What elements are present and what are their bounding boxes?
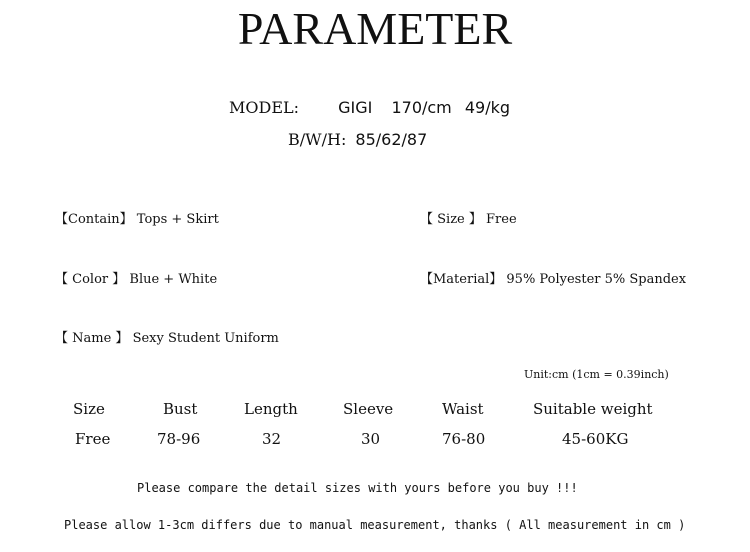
spec-material <box>420 268 686 287</box>
spec-contain-label: 【Contain】 <box>55 212 133 227</box>
spec-material-value: 95% Polyester 5% Spandex <box>506 272 687 287</box>
spec-name-label: 【 Name 】 <box>55 331 129 346</box>
table-header-length: Length <box>244 400 298 418</box>
model-label: MODEL: <box>229 98 300 117</box>
table-cell: 76-80 <box>442 430 486 448</box>
spec-name <box>55 327 279 346</box>
spec-size <box>420 208 517 227</box>
measurement-note: Please allow 1-3cm differs due to manual measurement, thanks ( All measurement in cm ) <box>64 518 686 532</box>
table-header-waist: Waist <box>442 400 484 418</box>
table-header-bust: Bust <box>163 400 198 418</box>
unit-note: Unit:cm (1cm = 0.39inch) <box>524 368 669 381</box>
bwh-value: 85/62/87 <box>355 130 428 149</box>
spec-contain-value: Tops + Skirt <box>136 212 219 227</box>
table-cell: 30 <box>361 430 381 448</box>
compare-note: Please compare the detail sizes with yours before you buy !!! <box>137 481 578 495</box>
spec-name-value: Sexy Student Uniform <box>132 331 279 346</box>
page-title: PARAMETER <box>237 3 513 54</box>
table-cell: 78-96 <box>157 430 201 448</box>
table-cell: 45-60KG <box>562 430 629 448</box>
spec-material-label: 【Material】 <box>420 272 503 287</box>
table-header-sleeve: Sleeve <box>343 400 394 418</box>
spec-size-label: 【 Size 】 <box>420 212 482 227</box>
spec-color <box>55 268 217 287</box>
table-header-weight: Suitable weight <box>533 400 653 418</box>
model-name: GIGI <box>338 98 373 117</box>
table-cell: Free <box>75 430 111 448</box>
spec-contain <box>55 208 219 227</box>
spec-color-label: 【 Color 】 <box>55 272 126 287</box>
model-height: 170/cm <box>391 98 452 117</box>
bwh-info <box>288 130 427 149</box>
model-weight: 49/kg <box>464 98 511 117</box>
bwh-label: B/W/H: <box>288 130 347 149</box>
spec-color-value: Blue + White <box>129 272 218 287</box>
table-header-size: Size <box>73 400 105 418</box>
model-info <box>229 98 510 117</box>
table-cell: 32 <box>262 430 282 448</box>
spec-size-value: Free <box>486 212 517 227</box>
